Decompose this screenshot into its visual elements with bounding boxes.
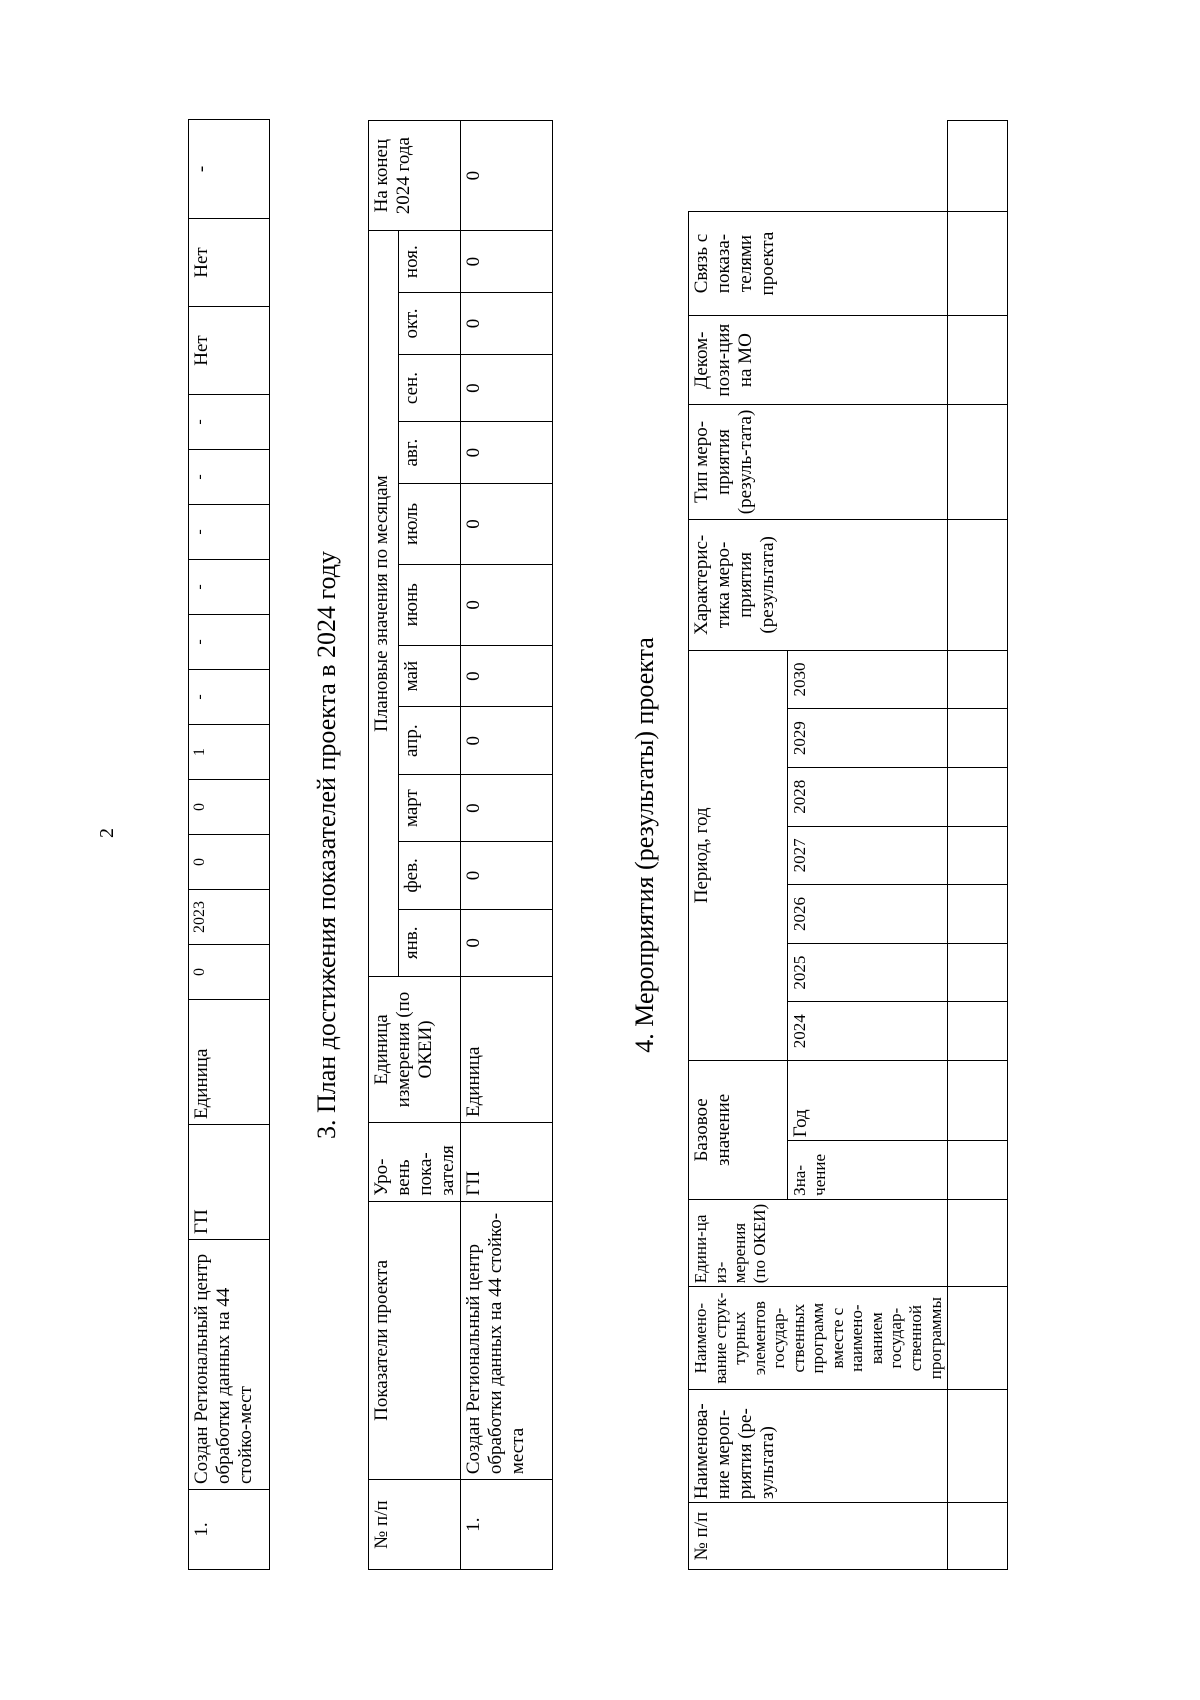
month-value-5: 0 (461, 564, 553, 645)
year-header-5: 2029 (788, 709, 948, 768)
header-unit: Единица измерения (по ОКЕИ) (369, 977, 461, 1123)
row-indicator: Создан Региональный центр обработки данных на 44 стойко-места (461, 1201, 553, 1480)
header-link: Связь с показа-телями проекта (689, 211, 948, 316)
header-num: № п/п (689, 1503, 948, 1570)
month-header-7: авг. (399, 422, 461, 484)
year-header-3: 2027 (788, 826, 948, 885)
month-header-4: май (399, 645, 461, 707)
t1-cell-3: Единица (189, 1000, 270, 1125)
month-value-6: 0 (461, 484, 553, 565)
activities-table (688, 120, 1008, 1570)
month-value-0: 0 (461, 909, 553, 976)
t1-cell-8: 1 (189, 725, 270, 780)
row-unit: Единица (461, 977, 553, 1123)
year-header-0: 2024 (788, 1002, 948, 1061)
header-activity-name: Наименова-ние мероп-риятия (ре-зультата) (689, 1390, 948, 1503)
month-header-1: фев. (399, 842, 461, 909)
t1-cell-11: - (189, 560, 270, 615)
month-value-9: 0 (461, 293, 553, 355)
header-monthly: Плановые значения по месяцам (369, 231, 399, 977)
plan-achievement-table (368, 120, 553, 1570)
t1-cell-7: 0 (189, 780, 270, 835)
t1-cell-17: - (189, 120, 270, 219)
t1-cell-4: 0 (189, 945, 270, 1000)
table-row (461, 121, 553, 1570)
header-period: Период, год (689, 650, 788, 1060)
header-level: Уро-вень пока-зателя (369, 1123, 461, 1202)
header-base-value-value: Зна-чение (788, 1141, 948, 1200)
empty-cell (948, 1141, 1008, 1200)
header-base-value-year: Год (788, 1061, 948, 1141)
section-3-title: 3. План достижения показателей проекта в 2024 году (312, 550, 341, 1140)
header-num: № п/п (369, 1480, 461, 1570)
empty-cell (948, 885, 1008, 944)
month-value-7: 0 (461, 422, 553, 484)
empty-cell (948, 1199, 1008, 1286)
t1-cell-15: Нет (189, 307, 270, 395)
month-header-9: окт. (399, 293, 461, 355)
t1-cell-12: - (189, 505, 270, 560)
empty-cell (948, 1503, 1008, 1570)
month-header-8: сен. (399, 354, 461, 421)
t1-cell-2: ГП (189, 1125, 270, 1240)
empty-cell (948, 1390, 1008, 1503)
empty-cell (948, 826, 1008, 885)
header-end-of-year: На конец 2024 года (369, 121, 461, 231)
page-number: 2 (96, 828, 118, 838)
row-level: ГП (461, 1123, 553, 1202)
header-unit: Едини-ца из-мерения (по ОКЕИ) (689, 1199, 948, 1286)
t1-cell-9: - (189, 670, 270, 725)
month-header-5: июнь (399, 564, 461, 645)
header-type: Тип меро-приятия (резуль-тата) (689, 404, 948, 519)
table-row (948, 121, 1008, 1570)
header-indicator: Показатели проекта (369, 1201, 461, 1480)
landscape-content (188, 120, 1068, 1570)
table-row (189, 120, 270, 1570)
t1-cell-13: - (189, 450, 270, 505)
year-header-4: 2028 (788, 767, 948, 826)
month-value-1: 0 (461, 842, 553, 909)
t1-cell-6: 0 (189, 835, 270, 890)
empty-cell (948, 650, 1008, 709)
month-header-10: ноя. (399, 231, 461, 293)
empty-cell (948, 1287, 1008, 1390)
empty-cell (948, 943, 1008, 1002)
row-num: 1. (461, 1480, 553, 1570)
month-value-10: 0 (461, 231, 553, 293)
empty-cell (948, 1061, 1008, 1141)
empty-cell (948, 211, 1008, 316)
month-header-6: июль (399, 484, 461, 565)
month-value-2: 0 (461, 774, 553, 841)
year-header-6: 2030 (788, 650, 948, 709)
empty-cell (948, 709, 1008, 768)
empty-cell (948, 767, 1008, 826)
empty-cell (948, 1002, 1008, 1061)
t1-cell-1: Создан Региональный центр обработки данных на 44 стойко-мест (189, 1240, 270, 1490)
header-base-value: Базовое значение (689, 1061, 788, 1200)
empty-cell (948, 316, 1008, 404)
t1-cell-16: Нет (189, 219, 270, 307)
month-header-0: янв. (399, 909, 461, 976)
section-4-title: 4. Мероприятия (результаты) проекта (630, 637, 659, 1053)
empty-cell (948, 404, 1008, 519)
t1-cell-0: 1. (189, 1490, 270, 1570)
month-header-2: март (399, 774, 461, 841)
empty-cell (948, 520, 1008, 651)
year-header-2: 2026 (788, 885, 948, 944)
month-value-8: 0 (461, 354, 553, 421)
empty-cell (948, 121, 1008, 212)
header-structural-elements: Наимено-вание струк-турных элементов государ-ственных программ вместе с наимено-ванием государ-ственной программы (689, 1287, 948, 1390)
end-of-year-value: 0 (461, 121, 553, 231)
header-characteristic: Характерис-тика меро-приятия (результата) (689, 520, 948, 651)
t1-cell-5: 2023 (189, 890, 270, 945)
month-header-3: апр. (399, 707, 461, 774)
month-value-4: 0 (461, 645, 553, 707)
year-header-1: 2025 (788, 943, 948, 1002)
indicators-continuation-table (188, 119, 270, 1570)
month-value-3: 0 (461, 707, 553, 774)
header-decomposition: Деком-пози-ция на МО (689, 316, 948, 404)
t1-cell-10: - (189, 615, 270, 670)
t1-cell-14: - (189, 395, 270, 450)
